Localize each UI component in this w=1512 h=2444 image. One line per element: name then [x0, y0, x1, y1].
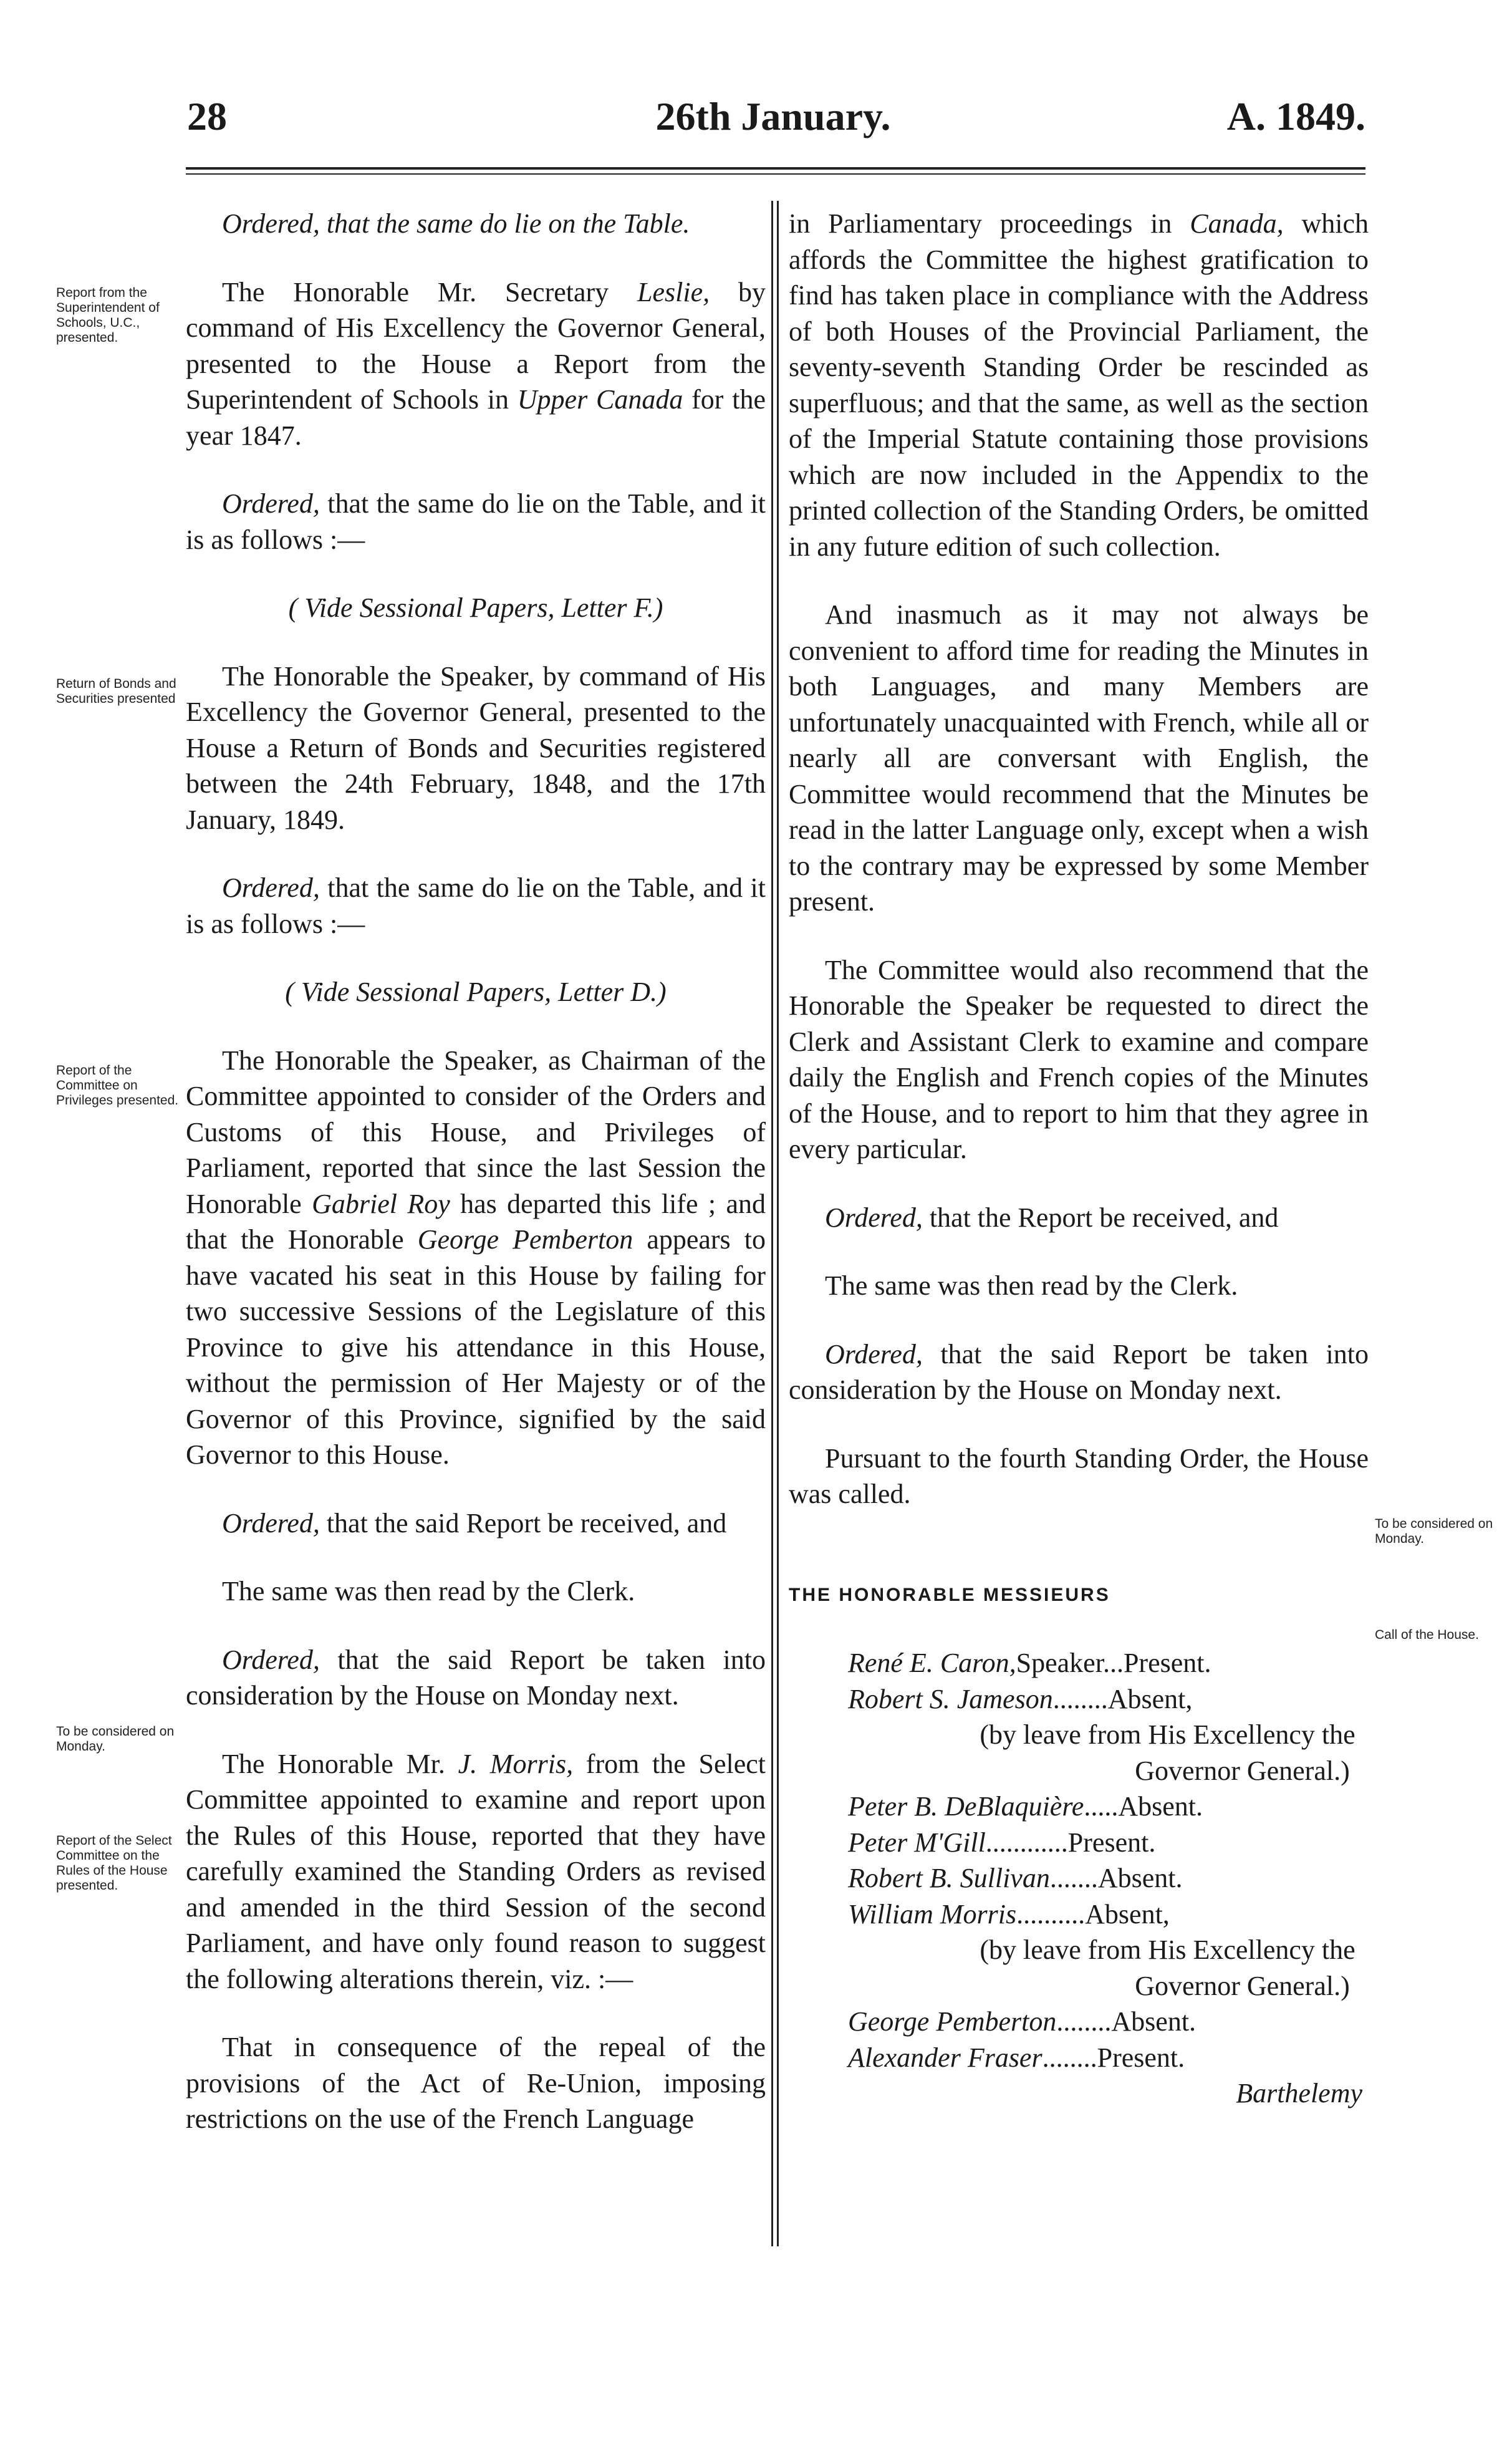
paragraph-minutes-languages: And inasmuch as it may not always be convenient to afford time for reading the Minutes in both Languages, and many Members are unfortunately unacquainted with French, while all or nearly all are conversant with English, the Committee would recommend that the Minutes be read in the latter Language only, except when a wish to the contrary may be expressed by some Member present. — [789, 599, 1369, 917]
paragraph-superintendent-report: The Honorable Mr. Secretary Leslie, by command of His Excellency the Governor General, presented to the House a Report from the Superintendent of Schools in Upper Canada for the year 1847. — [186, 276, 766, 451]
paragraph-ordered-follows-2: Ordered, that the same do lie on the Table, and it is as follows :— — [186, 872, 766, 939]
margin-note-call-of-house: Call of the House. — [1375, 1628, 1479, 1642]
paragraph-repeal-act: That in consequence of the repeal of the provisions of the Act of Re-Union, imposing restrictions on the use of the French Language — [186, 2032, 766, 2134]
roll-call-list — [789, 1645, 1369, 2075]
roll-entry: William Morris ..........Absent, — [848, 1898, 1170, 1930]
column-divider — [771, 201, 773, 2246]
paragraph-rules-report: The Honorable Mr. J. Morris, from the Select Committee appointed to examine and report upon the Rules of this House, reported that they have carefully examined the Standing Orders as revised and amended in the third Session of the second Parliament, and have only found reason to suggest the following alterations therein, viz. :— — [186, 1748, 766, 1994]
page-header — [181, 94, 1365, 143]
roll-entry: René E. Caron, Speaker...Present. — [848, 1648, 1211, 1678]
paragraph-return-bonds: The Honorable the Speaker, by command of His Excellency the Governor General, presented to the House a Return of Bonds and Securities registered between the 24th February, 1848, and the 17th January, 1849. — [186, 660, 766, 835]
margin-note-report-schools: Report from the Superintendent of Schools, U.C., presented. — [56, 286, 160, 345]
header-rule — [186, 167, 1365, 170]
roll-leave-note: (by leave from His Excellency the Governor General.) — [980, 1719, 1356, 1786]
paragraph-ordered-report-received: Ordered, that the Report be received, and — [825, 1202, 1279, 1233]
header-rule-thin — [186, 173, 1365, 175]
margin-note-considered-monday: To be considered on Monday. — [56, 1724, 175, 1754]
paragraph-ordered-follows-1: Ordered, that the same do lie on the Table, and it is as follows :— — [186, 488, 766, 555]
roll-entry: Robert S. Jameson ........Absent, — [848, 1683, 1193, 1714]
paragraph-read-by-clerk: The same was then read by the Clerk. — [222, 1576, 635, 1606]
column-divider-second — [777, 201, 779, 2246]
paragraph-read-by-clerk-right: The same was then read by the Clerk. — [825, 1270, 1238, 1301]
roll-leave-note: (by leave from His Excellency the Governor General.) — [980, 1934, 1356, 2001]
roll-heading: THE HONORABLE MESSIEURS — [789, 1584, 1110, 1605]
margin-note-rules-committee: Report of the Select Committee on the Rules of the House presented. — [56, 1833, 172, 1893]
roll-entry: Peter B. DeBlaquière .....Absent. — [848, 1791, 1203, 1822]
header-year: A. 1849. — [1226, 94, 1365, 138]
paragraph-consideration-monday: Ordered, that the said Report be taken into consideration by the House on Monday next. — [789, 1338, 1369, 1405]
paragraph-ordered-consideration: Ordered, that the said Report be taken into consideration by the House on Monday next. — [186, 1644, 766, 1711]
margin-note-committee-privileges: Report of the Committee on Privileges presented. — [56, 1063, 179, 1108]
right-column — [789, 206, 1369, 2112]
page-number: 28 — [187, 94, 227, 138]
paragraph-parliamentary-proceedings: in Parliamentary proceedings in Canada, which affords the Committee the highest gratification to find has taken place in compliance with the Address of both Houses of the Provincial Parliament, the seventy-seventh Standing Order be rescinded as superfluous; and that the same, as well as the section of the Imperial Statute containing those provisions which are now included in the Appendix to the printed collection of the Standing Orders, be omitted in any future edition of such collection. — [789, 208, 1369, 562]
catchword: Barthelemy — [1236, 2078, 1362, 2108]
paragraph-committee-privileges: The Honorable the Speaker, as Chairman of the Committee appointed to consider of the Orders and Customs of this House, and Privileges of Parliament, reported that since the last Session the Honorable Gabriel Roy has departed this life ; and that the Honorable George Pemberton appears to have vacated his seat in this House by failing for two successive Sessions of the Legislature of this Province to give his attendance in this House, without the permission of Her Majesty or of the Governor of this Province, signified by the said Governor to this House. — [186, 1045, 766, 1470]
vide-letter-f: ( Vide Sessional Papers, Letter F.) — [288, 592, 663, 623]
paragraph-ordered-table: Ordered, that the same do lie on the Table. — [222, 208, 690, 239]
margin-note-considered-monday-right: To be considered on Monday. — [1375, 1517, 1493, 1546]
paragraph-ordered-received: Ordered, that the said Report be received, and — [222, 1507, 727, 1538]
roll-entry: Alexander Fraser ........Present. — [848, 2042, 1185, 2073]
paragraph-clerk-compare: The Committee would also recommend that the Honorable the Speaker be requested to direct the Clerk and Assistant Clerk to examine and compare daily the English and French copies of the Minutes of the House, and to report to him that they agree in every particular. — [789, 954, 1369, 1164]
margin-note-return-bonds: Return of Bonds and Securities presented — [56, 677, 176, 706]
header-date: 26th January. — [655, 94, 891, 138]
roll-entry: George Pemberton ........Absent. — [848, 2006, 1197, 2037]
roll-entry: Peter M'Gill ............Present. — [848, 1827, 1156, 1858]
roll-entry: Robert B. Sullivan .......Absent. — [848, 1863, 1183, 1893]
left-column — [186, 206, 766, 2137]
vide-letter-d: ( Vide Sessional Papers, Letter D.) — [285, 977, 667, 1007]
paragraph-house-called: Pursuant to the fourth Standing Order, the House was called. — [789, 1442, 1369, 1509]
